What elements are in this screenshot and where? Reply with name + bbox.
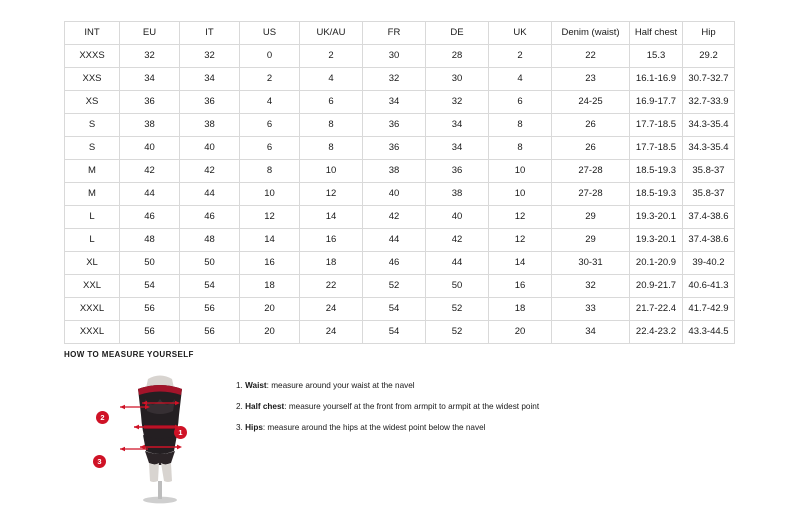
table-header-row [65, 22, 735, 45]
cell-int: M [65, 160, 120, 183]
table-row [65, 252, 735, 275]
cell-uk: 2 [489, 45, 552, 68]
cell-int: XXL [65, 275, 120, 298]
cell-half-chest: 20.1-20.9 [630, 252, 683, 275]
cell-fr: 54 [363, 298, 426, 321]
cell-int: XXXS [65, 45, 120, 68]
cell-hip: 30.7-32.7 [683, 68, 735, 91]
cell-us: 18 [240, 275, 300, 298]
cell-us: 0 [240, 45, 300, 68]
how-to-measure-body [64, 369, 744, 504]
cell-uk-au: 2 [300, 45, 363, 68]
table-header [65, 22, 735, 45]
cell-int: S [65, 137, 120, 160]
cell-it: 36 [180, 91, 240, 114]
cell-it: 40 [180, 137, 240, 160]
table-row [65, 298, 735, 321]
table-row [65, 160, 735, 183]
cell-de: 40 [426, 206, 489, 229]
cell-it: 42 [180, 160, 240, 183]
cell-it: 50 [180, 252, 240, 275]
cell-us: 16 [240, 252, 300, 275]
cell-uk: 12 [489, 206, 552, 229]
measure-instructions-list [236, 369, 744, 444]
cell-fr: 52 [363, 275, 426, 298]
cell-half-chest: 17.7-18.5 [630, 137, 683, 160]
cell-fr: 36 [363, 114, 426, 137]
cell-denim-waist: 30-31 [552, 252, 630, 275]
cell-uk-au: 18 [300, 252, 363, 275]
cell-it: 34 [180, 68, 240, 91]
cell-fr: 30 [363, 45, 426, 68]
cell-us: 6 [240, 114, 300, 137]
cell-de: 30 [426, 68, 489, 91]
cell-hip: 39-40.2 [683, 252, 735, 275]
cell-half-chest: 17.7-18.5 [630, 114, 683, 137]
cell-int: XXXL [65, 321, 120, 344]
instruction-number: 3. [236, 422, 243, 432]
cell-uk-au: 8 [300, 137, 363, 160]
instruction-item-hips [236, 423, 744, 433]
cell-int: L [65, 206, 120, 229]
cell-int: M [65, 183, 120, 206]
cell-hip: 29.2 [683, 45, 735, 68]
mannequin-illustration [97, 369, 214, 504]
cell-us: 10 [240, 183, 300, 206]
cell-eu: 50 [120, 252, 180, 275]
column-header-us: US [240, 22, 300, 45]
cell-uk: 14 [489, 252, 552, 275]
cell-de: 34 [426, 114, 489, 137]
cell-half-chest: 18.5-19.3 [630, 160, 683, 183]
table-row [65, 321, 735, 344]
cell-int: XS [65, 91, 120, 114]
cell-de: 50 [426, 275, 489, 298]
cell-half-chest: 19.3-20.1 [630, 206, 683, 229]
table-row [65, 206, 735, 229]
instruction-item-half-chest [236, 402, 744, 412]
size-chart-table [64, 21, 735, 344]
cell-denim-waist: 27-28 [552, 160, 630, 183]
cell-half-chest: 18.5-19.3 [630, 183, 683, 206]
cell-uk-au: 4 [300, 68, 363, 91]
cell-eu: 34 [120, 68, 180, 91]
cell-uk-au: 6 [300, 91, 363, 114]
column-header-hip: Hip [683, 22, 735, 45]
cell-it: 44 [180, 183, 240, 206]
how-to-measure-section [64, 350, 744, 504]
cell-de: 32 [426, 91, 489, 114]
instruction-term: Hips [245, 422, 263, 432]
cell-uk-au: 22 [300, 275, 363, 298]
cell-half-chest: 16.9-17.7 [630, 91, 683, 114]
cell-half-chest: 15.3 [630, 45, 683, 68]
cell-de: 52 [426, 298, 489, 321]
how-to-measure-title: HOW TO MEASURE YOURSELF [64, 350, 194, 359]
cell-hip: 41.7-42.9 [683, 298, 735, 321]
cell-fr: 54 [363, 321, 426, 344]
cell-de: 36 [426, 160, 489, 183]
instruction-term: Half chest [245, 401, 285, 411]
cell-fr: 32 [363, 68, 426, 91]
cell-de: 52 [426, 321, 489, 344]
cell-hip: 37.4-38.6 [683, 206, 735, 229]
cell-it: 46 [180, 206, 240, 229]
cell-hip: 34.3-35.4 [683, 137, 735, 160]
cell-uk-au: 10 [300, 160, 363, 183]
cell-int: S [65, 114, 120, 137]
cell-it: 56 [180, 298, 240, 321]
cell-eu: 56 [120, 298, 180, 321]
cell-us: 4 [240, 91, 300, 114]
cell-denim-waist: 27-28 [552, 183, 630, 206]
cell-de: 42 [426, 229, 489, 252]
cell-uk: 4 [489, 68, 552, 91]
cell-hip: 37.4-38.6 [683, 229, 735, 252]
cell-de: 44 [426, 252, 489, 275]
cell-half-chest: 19.3-20.1 [630, 229, 683, 252]
cell-denim-waist: 26 [552, 137, 630, 160]
marker-1-waist: 1 [174, 426, 187, 439]
cell-eu: 36 [120, 91, 180, 114]
cell-fr: 42 [363, 206, 426, 229]
cell-int: XXS [65, 68, 120, 91]
cell-eu: 44 [120, 183, 180, 206]
cell-hip: 43.3-44.5 [683, 321, 735, 344]
cell-eu: 38 [120, 114, 180, 137]
cell-uk-au: 24 [300, 298, 363, 321]
column-header-int: INT [65, 22, 120, 45]
cell-int: XL [65, 252, 120, 275]
mannequin-figure-icon [104, 369, 214, 504]
cell-us: 14 [240, 229, 300, 252]
cell-denim-waist: 34 [552, 321, 630, 344]
cell-fr: 44 [363, 229, 426, 252]
cell-us: 20 [240, 298, 300, 321]
instruction-item-waist [236, 381, 744, 391]
cell-it: 38 [180, 114, 240, 137]
cell-denim-waist: 26 [552, 114, 630, 137]
cell-uk-au: 12 [300, 183, 363, 206]
cell-fr: 46 [363, 252, 426, 275]
column-header-half-chest: Half chest [630, 22, 683, 45]
cell-eu: 46 [120, 206, 180, 229]
column-header-fr: FR [363, 22, 426, 45]
table-row [65, 183, 735, 206]
column-header-it: IT [180, 22, 240, 45]
cell-uk: 12 [489, 229, 552, 252]
cell-hip: 40.6-41.3 [683, 275, 735, 298]
table-row [65, 91, 735, 114]
cell-eu: 40 [120, 137, 180, 160]
instruction-number: 2. [236, 401, 243, 411]
cell-int: L [65, 229, 120, 252]
cell-denim-waist: 33 [552, 298, 630, 321]
size-chart-container [64, 21, 734, 344]
table-row [65, 137, 735, 160]
cell-half-chest: 16.1-16.9 [630, 68, 683, 91]
cell-half-chest: 22.4-23.2 [630, 321, 683, 344]
cell-uk: 8 [489, 137, 552, 160]
table-row [65, 68, 735, 91]
table-row [65, 229, 735, 252]
cell-hip: 34.3-35.4 [683, 114, 735, 137]
cell-it: 32 [180, 45, 240, 68]
instruction-term: Waist [245, 381, 267, 390]
column-header-uk: UK [489, 22, 552, 45]
cell-eu: 48 [120, 229, 180, 252]
table-row [65, 275, 735, 298]
cell-it: 54 [180, 275, 240, 298]
cell-fr: 38 [363, 160, 426, 183]
cell-us: 8 [240, 160, 300, 183]
column-header-de: DE [426, 22, 489, 45]
cell-de: 28 [426, 45, 489, 68]
cell-de: 38 [426, 183, 489, 206]
column-header-uk-au: UK/AU [300, 22, 363, 45]
cell-denim-waist: 29 [552, 206, 630, 229]
cell-uk: 10 [489, 183, 552, 206]
cell-half-chest: 21.7-22.4 [630, 298, 683, 321]
cell-uk: 6 [489, 91, 552, 114]
cell-uk: 8 [489, 114, 552, 137]
cell-fr: 36 [363, 137, 426, 160]
cell-uk: 16 [489, 275, 552, 298]
cell-uk-au: 16 [300, 229, 363, 252]
cell-denim-waist: 29 [552, 229, 630, 252]
cell-hip: 35.8-37 [683, 160, 735, 183]
marker-2-half-chest: 2 [96, 411, 109, 424]
cell-us: 2 [240, 68, 300, 91]
instruction-number: 1. [236, 381, 243, 390]
marker-3-hips: 3 [93, 455, 106, 468]
column-header-denim-waist: Denim (waist) [552, 22, 630, 45]
table-row [65, 114, 735, 137]
cell-it: 48 [180, 229, 240, 252]
cell-us: 6 [240, 137, 300, 160]
instruction-text: : measure yourself at the front from armpit to armpit at the widest point [284, 401, 540, 411]
cell-half-chest: 20.9-21.7 [630, 275, 683, 298]
cell-hip: 32.7-33.9 [683, 91, 735, 114]
table-body [65, 45, 735, 344]
cell-us: 12 [240, 206, 300, 229]
cell-eu: 42 [120, 160, 180, 183]
cell-uk: 10 [489, 160, 552, 183]
cell-us: 20 [240, 321, 300, 344]
instruction-text: : measure around your waist at the navel [266, 381, 415, 390]
cell-uk-au: 14 [300, 206, 363, 229]
cell-denim-waist: 32 [552, 275, 630, 298]
cell-fr: 34 [363, 91, 426, 114]
cell-eu: 32 [120, 45, 180, 68]
cell-int: XXXL [65, 298, 120, 321]
cell-uk-au: 24 [300, 321, 363, 344]
cell-de: 34 [426, 137, 489, 160]
cell-it: 56 [180, 321, 240, 344]
cell-denim-waist: 24-25 [552, 91, 630, 114]
column-header-eu: EU [120, 22, 180, 45]
cell-uk-au: 8 [300, 114, 363, 137]
cell-eu: 54 [120, 275, 180, 298]
instruction-text: : measure around the hips at the widest point below the navel [262, 422, 486, 432]
cell-denim-waist: 23 [552, 68, 630, 91]
table-row [65, 45, 735, 68]
cell-eu: 56 [120, 321, 180, 344]
cell-denim-waist: 22 [552, 45, 630, 68]
cell-uk: 20 [489, 321, 552, 344]
cell-hip: 35.8-37 [683, 183, 735, 206]
cell-uk: 18 [489, 298, 552, 321]
cell-fr: 40 [363, 183, 426, 206]
